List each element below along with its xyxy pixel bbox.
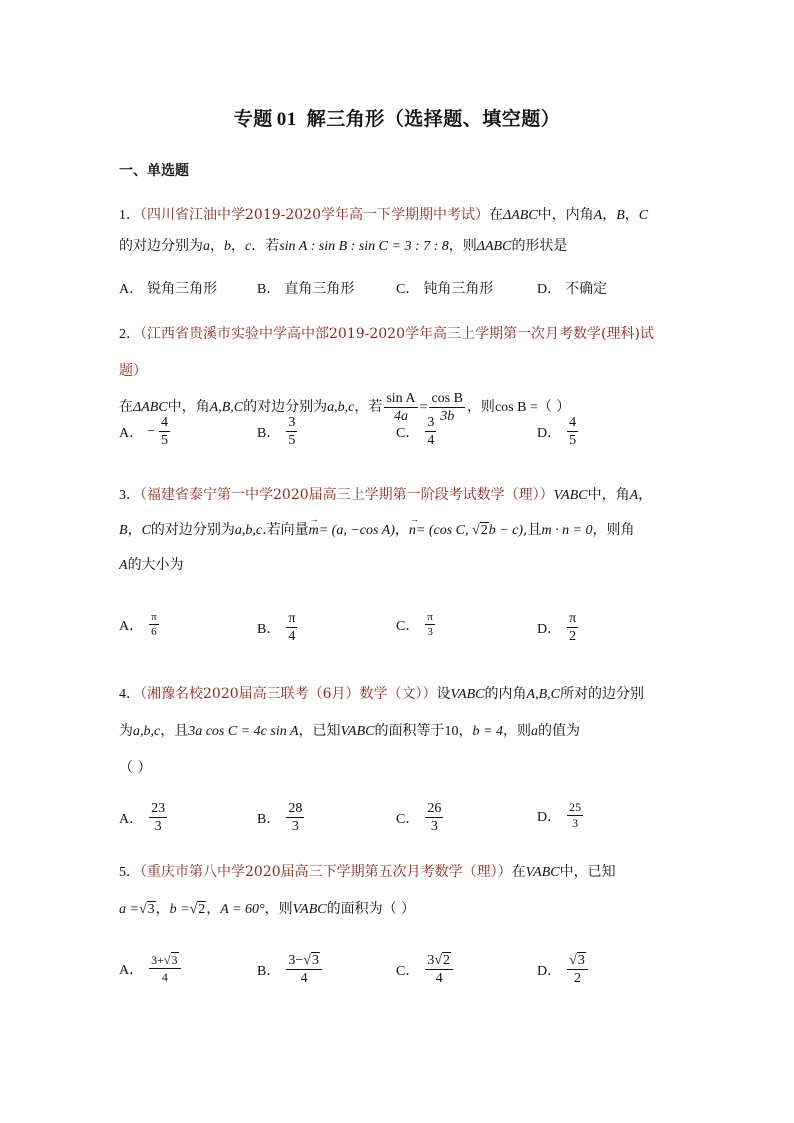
- fraction: [286, 414, 297, 449]
- question-number: 1．: [119, 208, 140, 223]
- option-label: A．: [119, 282, 144, 297]
- fraction-denominator: 3: [154, 819, 162, 834]
- fraction: [425, 610, 435, 639]
- fraction-denominator: 3: [572, 816, 579, 830]
- fraction-numerator: 4: [569, 415, 577, 430]
- math-triangle: VABC: [292, 902, 327, 917]
- fraction: [567, 800, 583, 831]
- fraction-denominator: 3b: [440, 408, 455, 424]
- fraction-numerator: 28: [288, 801, 303, 816]
- fraction-denominator: 4: [161, 970, 168, 984]
- sqrt-expression: √2: [189, 902, 206, 917]
- math-sides: a,b,c: [234, 523, 263, 538]
- numerator-prefix: 3+: [151, 953, 164, 967]
- math-triangle: ΔABC: [133, 400, 168, 415]
- fraction-numerator: π: [427, 611, 433, 623]
- sqrt-expression: √3: [138, 902, 155, 917]
- math-angles: A,B,C: [209, 400, 244, 415]
- title-text: 解三角形（选择题、填空题）: [306, 108, 561, 130]
- question-text: ，已知: [298, 723, 341, 739]
- sqrt-radicand: 2: [480, 523, 488, 538]
- math-equals: =: [419, 400, 428, 415]
- option-c[interactable]: [396, 800, 445, 835]
- fraction: [149, 610, 159, 639]
- fraction: [567, 610, 578, 645]
- fraction-denominator: 2: [569, 629, 577, 644]
- fraction-denominator: 3: [430, 819, 438, 834]
- fraction-numerator: cos B: [431, 390, 463, 406]
- question-text: ，: [638, 487, 653, 503]
- math-triangle: VABC: [525, 865, 560, 880]
- question-text: 中，已知: [559, 864, 616, 880]
- sqrt-expression: √3: [569, 953, 585, 968]
- question-text: .若向量: [262, 522, 309, 538]
- fraction-denominator: 2: [573, 971, 581, 986]
- math-value: A = 60°: [220, 902, 265, 917]
- math-var: A: [593, 208, 603, 223]
- question-text: 的对边分别为: [150, 522, 235, 538]
- fraction-denominator: 5: [161, 433, 169, 448]
- math-var: C: [141, 523, 151, 538]
- question-text: ，则: [502, 723, 531, 739]
- option-d[interactable]: [537, 800, 585, 831]
- option-label: D．: [537, 282, 562, 297]
- fraction: [149, 952, 180, 985]
- option-a[interactable]: [119, 278, 217, 298]
- fraction-denominator: 4: [435, 971, 443, 986]
- option-c[interactable]: [396, 952, 455, 987]
- fraction-denominator: 5: [569, 433, 577, 448]
- question-text: 的对边分别为: [119, 238, 203, 254]
- fraction: [159, 414, 170, 449]
- math-ask: cos B =: [494, 400, 538, 415]
- fraction-denominator: 5: [288, 433, 296, 448]
- sqrt-expression: √2: [434, 953, 451, 968]
- fraction-denominator: 4: [288, 629, 296, 644]
- sqrt-radicand: 3: [171, 953, 178, 967]
- fraction: [286, 610, 297, 645]
- question-text: ，则: [448, 238, 477, 254]
- option-d[interactable]: [537, 278, 607, 298]
- question-text: 在: [489, 207, 503, 223]
- question-text: ，: [394, 522, 409, 538]
- question-text: 为: [119, 723, 133, 739]
- math-triangle: ΔABC: [476, 239, 512, 254]
- question-1: [119, 200, 681, 262]
- math-var: B: [119, 523, 128, 538]
- question-number: 2．: [119, 327, 140, 342]
- fraction-numerator: 26: [427, 801, 442, 816]
- question-4: [119, 676, 681, 786]
- math-triangle: ΔABC: [503, 208, 538, 223]
- question-text: ，则: [466, 399, 495, 415]
- option-label: B．: [257, 811, 281, 827]
- question-3: [119, 478, 681, 583]
- option-label: B．: [257, 425, 281, 441]
- question-2: [119, 316, 681, 426]
- sqrt-radicand: 2: [443, 953, 451, 968]
- option-label: B．: [257, 963, 281, 979]
- fraction: [425, 800, 443, 835]
- math-triangle: VABC: [450, 687, 485, 702]
- math-var: B: [616, 208, 625, 223]
- fraction: [286, 800, 304, 835]
- option-b[interactable]: [257, 414, 299, 449]
- question-number: 3．: [119, 488, 140, 503]
- sqrt-radicand: 3: [147, 902, 155, 917]
- option-c[interactable]: [396, 414, 438, 449]
- fraction-denominator: 3: [427, 626, 433, 638]
- math-sides: a,b,c: [133, 724, 161, 739]
- sqrt-expression: √3: [303, 953, 319, 968]
- question-text: 的面积等于: [374, 723, 445, 739]
- fraction-numerator: π: [288, 611, 296, 626]
- question-text: ，若: [354, 399, 383, 415]
- math-var: c: [245, 239, 252, 254]
- fraction: [149, 800, 167, 835]
- fraction-numerator: 4: [161, 415, 169, 430]
- math-var: a: [203, 239, 210, 254]
- question-text: 中，角: [587, 487, 630, 503]
- math-value: b =: [169, 902, 190, 917]
- question-text: ，则: [264, 901, 293, 917]
- fraction: [425, 414, 436, 449]
- numerator-prefix: 3−: [288, 953, 304, 968]
- option-label: B．: [257, 621, 281, 637]
- question-text: 在: [511, 864, 526, 880]
- vector-n-value: b − c): [488, 523, 524, 538]
- option-b[interactable]: [257, 278, 354, 298]
- fraction-denominator: 3: [291, 819, 299, 834]
- question-text: ，: [210, 238, 224, 254]
- option-b[interactable]: [257, 610, 299, 645]
- sqrt-radicand: 3: [311, 953, 319, 968]
- question-text: 中，内角: [537, 207, 594, 223]
- fraction-numerator: sin A: [386, 390, 416, 406]
- fraction-numerator: 25: [569, 800, 582, 814]
- option-a[interactable]: [119, 414, 172, 449]
- fraction: [286, 952, 322, 987]
- fraction-numerator: [286, 952, 322, 970]
- option-b[interactable]: [257, 952, 324, 987]
- option-label: C．: [396, 618, 420, 634]
- fraction-denominator: 6: [151, 626, 157, 638]
- question-text: 在: [119, 399, 133, 415]
- answer-blank: （ ）: [537, 399, 571, 415]
- option-label: C．: [396, 425, 420, 441]
- sqrt-radicand: 3: [577, 953, 585, 968]
- question-text: ，则角: [592, 522, 635, 538]
- math-value: b = 4: [472, 724, 503, 739]
- option-label: D．: [537, 963, 562, 979]
- fraction-denominator: 4a: [393, 408, 408, 424]
- vector-m-value: = (a, −cos A): [318, 523, 395, 538]
- math-sides: a,b,c: [327, 400, 355, 415]
- option-label: D．: [537, 809, 562, 825]
- question-number: 4．: [119, 687, 140, 702]
- answer-blank: （ ）: [119, 760, 152, 776]
- fraction-numerator: π: [569, 611, 577, 626]
- fraction-numerator: π: [151, 611, 157, 623]
- question-text: 的对边分别为: [243, 399, 328, 415]
- math-angles: A,B,C: [526, 687, 560, 702]
- question-text: ，: [127, 522, 142, 538]
- option-label: A．: [119, 425, 144, 441]
- vector-m: → m: [309, 513, 319, 548]
- fraction-numerator: [567, 952, 588, 970]
- title-prefix: 专题: [233, 108, 273, 130]
- option-label: B．: [257, 282, 281, 297]
- question-number: 5．: [119, 865, 140, 880]
- math-var: C: [638, 208, 649, 223]
- option-c[interactable]: [396, 610, 437, 639]
- math-triangle: VABC: [553, 488, 588, 503]
- option-text: 直角三角形: [284, 281, 355, 297]
- sqrt-expression: √2: [472, 523, 488, 538]
- question-text: 的内角: [484, 686, 527, 702]
- fraction-numerator: [425, 952, 453, 970]
- question-source: （福建省泰宁第一中学2020届高三上学期第一阶段考试数学（理））: [140, 487, 554, 503]
- math-value: 10: [444, 724, 459, 739]
- question-source: （江西省贵溪市实验中学高中部2019-2020学年高三上学期第一次月考数学(理科)试题）: [119, 326, 654, 379]
- option-label: A．: [119, 618, 144, 634]
- option-text: 钝角三角形: [423, 281, 494, 297]
- math-var: A: [119, 558, 128, 573]
- math-var: A: [629, 488, 639, 503]
- math-condition: 3a cos C = 4c sin A: [188, 724, 299, 739]
- math-var: b: [224, 239, 231, 254]
- fraction: [425, 952, 453, 987]
- question-source: （湘豫名校2020届高三联考（6月）数学（文））: [140, 686, 437, 702]
- fraction: [567, 952, 588, 987]
- question-text: 所对的边分别: [559, 686, 644, 702]
- title-number: 01: [276, 109, 297, 130]
- option-sign: −: [147, 423, 156, 439]
- fraction: [567, 414, 578, 449]
- question-text: 的面积为: [326, 901, 383, 917]
- question-text: ，且: [160, 723, 189, 739]
- question-source: （四川省江油中学2019-2020学年高一下学期期中考试）: [140, 207, 489, 223]
- option-d[interactable]: [537, 610, 580, 645]
- question-text: ,且: [523, 522, 542, 538]
- fraction-denominator: 4: [427, 433, 435, 448]
- option-c[interactable]: [396, 278, 493, 298]
- question-text: ，: [602, 207, 617, 223]
- answer-blank: （ ）: [382, 901, 416, 917]
- fraction-numerator: 23: [151, 801, 166, 816]
- option-text: 不确定: [565, 281, 608, 297]
- math-ratio: sin A : sin B : sin C = 3 : 7 : 8: [279, 239, 449, 254]
- fraction-numerator: 3: [288, 415, 296, 430]
- fraction-denominator: 4: [300, 971, 308, 986]
- option-a[interactable]: [119, 800, 169, 835]
- question-text: ，: [231, 238, 245, 254]
- option-d[interactable]: [537, 952, 590, 987]
- sqrt-expression: √3: [163, 953, 178, 967]
- vector-n-value: = (cos C,: [415, 523, 472, 538]
- math-value: a =: [119, 902, 139, 917]
- option-a[interactable]: [119, 952, 183, 985]
- question-text: ，: [206, 901, 221, 917]
- math-triangle: VABC: [340, 724, 375, 739]
- question-text: 的形状是: [511, 238, 568, 254]
- option-label: D．: [537, 425, 562, 441]
- vector-n: → n: [409, 513, 416, 548]
- question-text: 的大小为: [127, 557, 184, 573]
- option-label: A．: [119, 962, 144, 978]
- fraction-numerator: 3: [427, 415, 435, 430]
- option-label: D．: [537, 621, 562, 637]
- question-text: ，: [155, 901, 170, 917]
- question-text: 设: [436, 686, 451, 702]
- question-5: [119, 854, 681, 928]
- option-d[interactable]: [537, 414, 580, 449]
- question-text: 的值为: [537, 723, 580, 739]
- option-a[interactable]: [119, 610, 161, 639]
- question-text: ，: [458, 723, 473, 739]
- question-source: （重庆市第八中学2020届高三下学期第五次月考数学（理））: [140, 864, 512, 880]
- option-label: C．: [396, 811, 420, 827]
- option-label: C．: [396, 963, 420, 979]
- question-text: ．若: [251, 238, 280, 254]
- question-text: 中，角: [167, 399, 210, 415]
- option-label: C．: [396, 282, 420, 297]
- section-heading: 一、单选题: [119, 163, 189, 179]
- sqrt-radicand: 2: [198, 902, 206, 917]
- option-b[interactable]: [257, 800, 306, 835]
- fraction-numerator: [149, 952, 180, 969]
- question-text: ，: [624, 207, 639, 223]
- page-title: [0, 104, 794, 131]
- numerator-prefix: 3: [427, 953, 435, 968]
- math-var: a: [530, 724, 538, 739]
- option-text: 锐角三角形: [147, 281, 218, 297]
- option-label: A．: [119, 811, 144, 827]
- math-dot-product: m · n = 0: [541, 523, 593, 538]
